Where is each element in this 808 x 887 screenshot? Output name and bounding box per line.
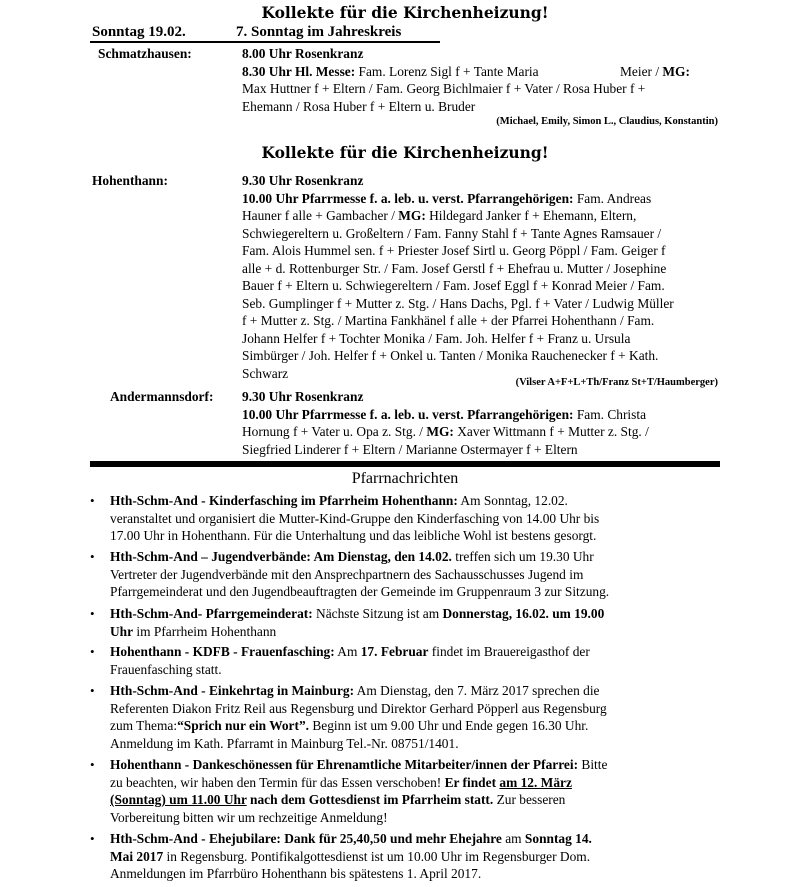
schmatz-servers: (Michael, Emily, Simon L., Claudius, Konstantin) <box>496 116 718 127</box>
bullet-icon: • <box>90 683 95 698</box>
collect-title-1: Kollekte für die Kirchenheizung! <box>261 3 549 22</box>
hohen-line: alle + d. Rottenburger Str. / Fam. Josef Gerstl f + Ehefrau u. Mutter / Josephine <box>242 260 667 276</box>
schmatz-line-4: Ehemann / Rosa Huber f + Eltern u. Bruder <box>242 98 476 114</box>
ander-line-4: Siegfried Linderer f + Eltern / Marianne Ostermayer f + Eltern <box>242 441 578 457</box>
hohen-line: Fam. Alois Hummel sen. f + Priester Josef Sirtl u. Georg Pöppl / Fam. Geiger f <box>242 243 666 258</box>
bullet-icon: • <box>90 831 95 846</box>
hohen-line-3: Hauner f alle + Gambacher / MG: Hildegard Janker f + Ehemann, Eltern, <box>242 208 637 223</box>
schmatz-line-2: 8.30 Uhr Hl. Messe: Fam. Lorenz Sigl f + Tante Maria Meier / MG: <box>242 63 690 79</box>
news-item-einkehrtag: Hth-Schm-And - Einkehrtag in Mainburg: Am Dienstag, den 7. März 2017 sprechen die Referenten Diakon Fritz Reil aus Regensburg und Direktor Gerhard Pöpperl aus Regensburg zum Thema:“Sprich nur ein Wort”. Beginn ist um 9.00 Uhr und Ende gegen 16.30 Uhr. Anmeldung im Kath. Pfarramt in Mainburg Tel.-Nr. 08751/1401. <box>110 683 607 751</box>
bullet-icon: • <box>90 644 95 659</box>
news-item-ehejubilare: Hth-Schm-And - Ehejubilare: Dank für 25,40,50 und mehr Ehejahre am Sonntag 14. Mai 2017 in Regensburg. Pontifikalgottesdienst ist um 10.00 Uhr im Regensburger Dom. Anmeldungen im Pfarrbüro Hohenthann bis spätestens 1. April 2017. <box>110 831 592 881</box>
hohen-servers: (Vilser A+F+L+Th/Franz St+T/Haumberger) <box>515 377 718 388</box>
hohenthann-block <box>242 172 720 382</box>
news-item-frauenfasching: Hohenthann - KDFB - Frauenfasching: Am 17. Februar findet im Brauereigasthof der Frauenfasching statt. <box>110 644 590 677</box>
ander-line-1: 9.30 Uhr Rosenkranz <box>242 389 364 404</box>
schmatz-line-1: 8.00 Uhr Rosenkranz <box>242 46 364 61</box>
news-title: Pfarrnachrichten <box>351 470 459 487</box>
sunday-date: Sonntag 19.02. <box>92 24 186 40</box>
bullet-icon: • <box>90 606 95 621</box>
hohen-line: f + Mutter z. Stg. / Martina Fankhänel f alle + der Pfarrei Hohenthann / Fam. <box>242 313 655 328</box>
news-item-pfarrgemeinderat: Hth-Schm-And- Pfarrgemeinderat: Nächste Sitzung ist am Donnerstag, 16.02. um 19.00 Uhr im Pfarrheim Hohenthann <box>110 606 605 639</box>
place-andermannsdorf: Andermannsdorf: <box>110 389 214 404</box>
hohen-line: Schwarz <box>242 365 289 381</box>
sunday-underline <box>90 41 440 43</box>
hohen-line: Schwiegereltern u. Großeltern / Fam. Fanny Stahl f + Tante Agnes Ramsauer / <box>242 225 662 241</box>
hohen-line: Johann Helfer f + Tochter Monika / Fam. Joh. Helfer f + Franz u. Ursula <box>242 330 631 346</box>
collect-title-2: Kollekte für die Kirchenheizung! <box>261 143 549 162</box>
schmatzhausen-block <box>242 45 720 115</box>
ander-line-3: Hornung f + Vater u. Opa z. Stg. / MG: Xaver Wittmann f + Mutter z. Stg. / <box>242 424 649 439</box>
bullet-icon: • <box>90 757 95 772</box>
place-schmatzhausen: Schmatzhausen: <box>98 46 192 61</box>
sunday-name: 7. Sonntag im Jahreskreis <box>236 24 402 40</box>
hohen-line: Simbürger / Joh. Helfer f + Onkel u. Tanten / Monika Rauchenecker f + Kath. <box>242 348 659 363</box>
bullet-icon: • <box>90 493 95 508</box>
schmatz-line-3: Max Huttner f + Eltern / Fam. Georg Bichlmaier f + Vater / Rosa Huber f + <box>242 81 646 96</box>
andermannsdorf-block <box>242 388 720 458</box>
section-divider <box>90 461 720 467</box>
hohen-line-1: 9.30 Uhr Rosenkranz <box>242 173 364 188</box>
hohen-line-2: 10.00 Uhr Pfarrmesse f. a. leb. u. verst. Pfarrangehörigen: Fam. Andreas <box>242 190 652 206</box>
ander-line-2: 10.00 Uhr Pfarrmesse f. a. leb. u. verst. Pfarrangehörigen: Fam. Christa <box>242 406 647 422</box>
news-item-dankeschoenessen: Hohenthann - Dankeschönessen für Ehrenamtliche Mitarbeiter/innen der Pfarrei: Bitte zu beachten, wir haben den Termin für das Essen verschoben! Er findet am 12. März (Sonntag) um 11.00 Uhr nach dem Gottesdienst im Pfarrheim statt. Zur besseren Vorbereitung bitten wir um rechzeitige Anmeldung! <box>110 757 608 825</box>
hohen-line: Bauer f + Eltern u. Schwiegereltern / Fam. Josef Eggl f + Konrad Meier / Fam. <box>242 278 665 293</box>
news-item-kinderfasching: Hth-Schm-And - Kinderfasching im Pfarrheim Hohenthann: Am Sonntag, 12.02. veranstaltet und organisiert die Mutter-Kind-Gruppe den Kinderfasching von 14.00 Uhr bis 17.00 Uhr in Hohenthann. Für die Unterhaltung und das leibliche Wohl ist bestens gesorgt. <box>110 493 600 543</box>
news-item-jugendverbaende: Hth-Schm-And – Jugendverbände: Am Dienstag, den 14.02. treffen sich um 19.30 Uhr Vertreter der Jugendverbände mit den Ansprechpartnern des Sachausschusses Jugend im Pfarrgemeinderat und den Jugendbeauftragten der Gemeinde im Gruppenraum 3 zur Sitzung. <box>110 549 610 599</box>
place-hohenthann: Hohenthann: <box>92 173 168 188</box>
hohen-line: Seb. Gumplinger f + Mutter z. Stg. / Hans Dachs, Pgl. f + Vater / Ludwig Müller <box>242 295 674 311</box>
bullet-icon: • <box>90 549 95 564</box>
